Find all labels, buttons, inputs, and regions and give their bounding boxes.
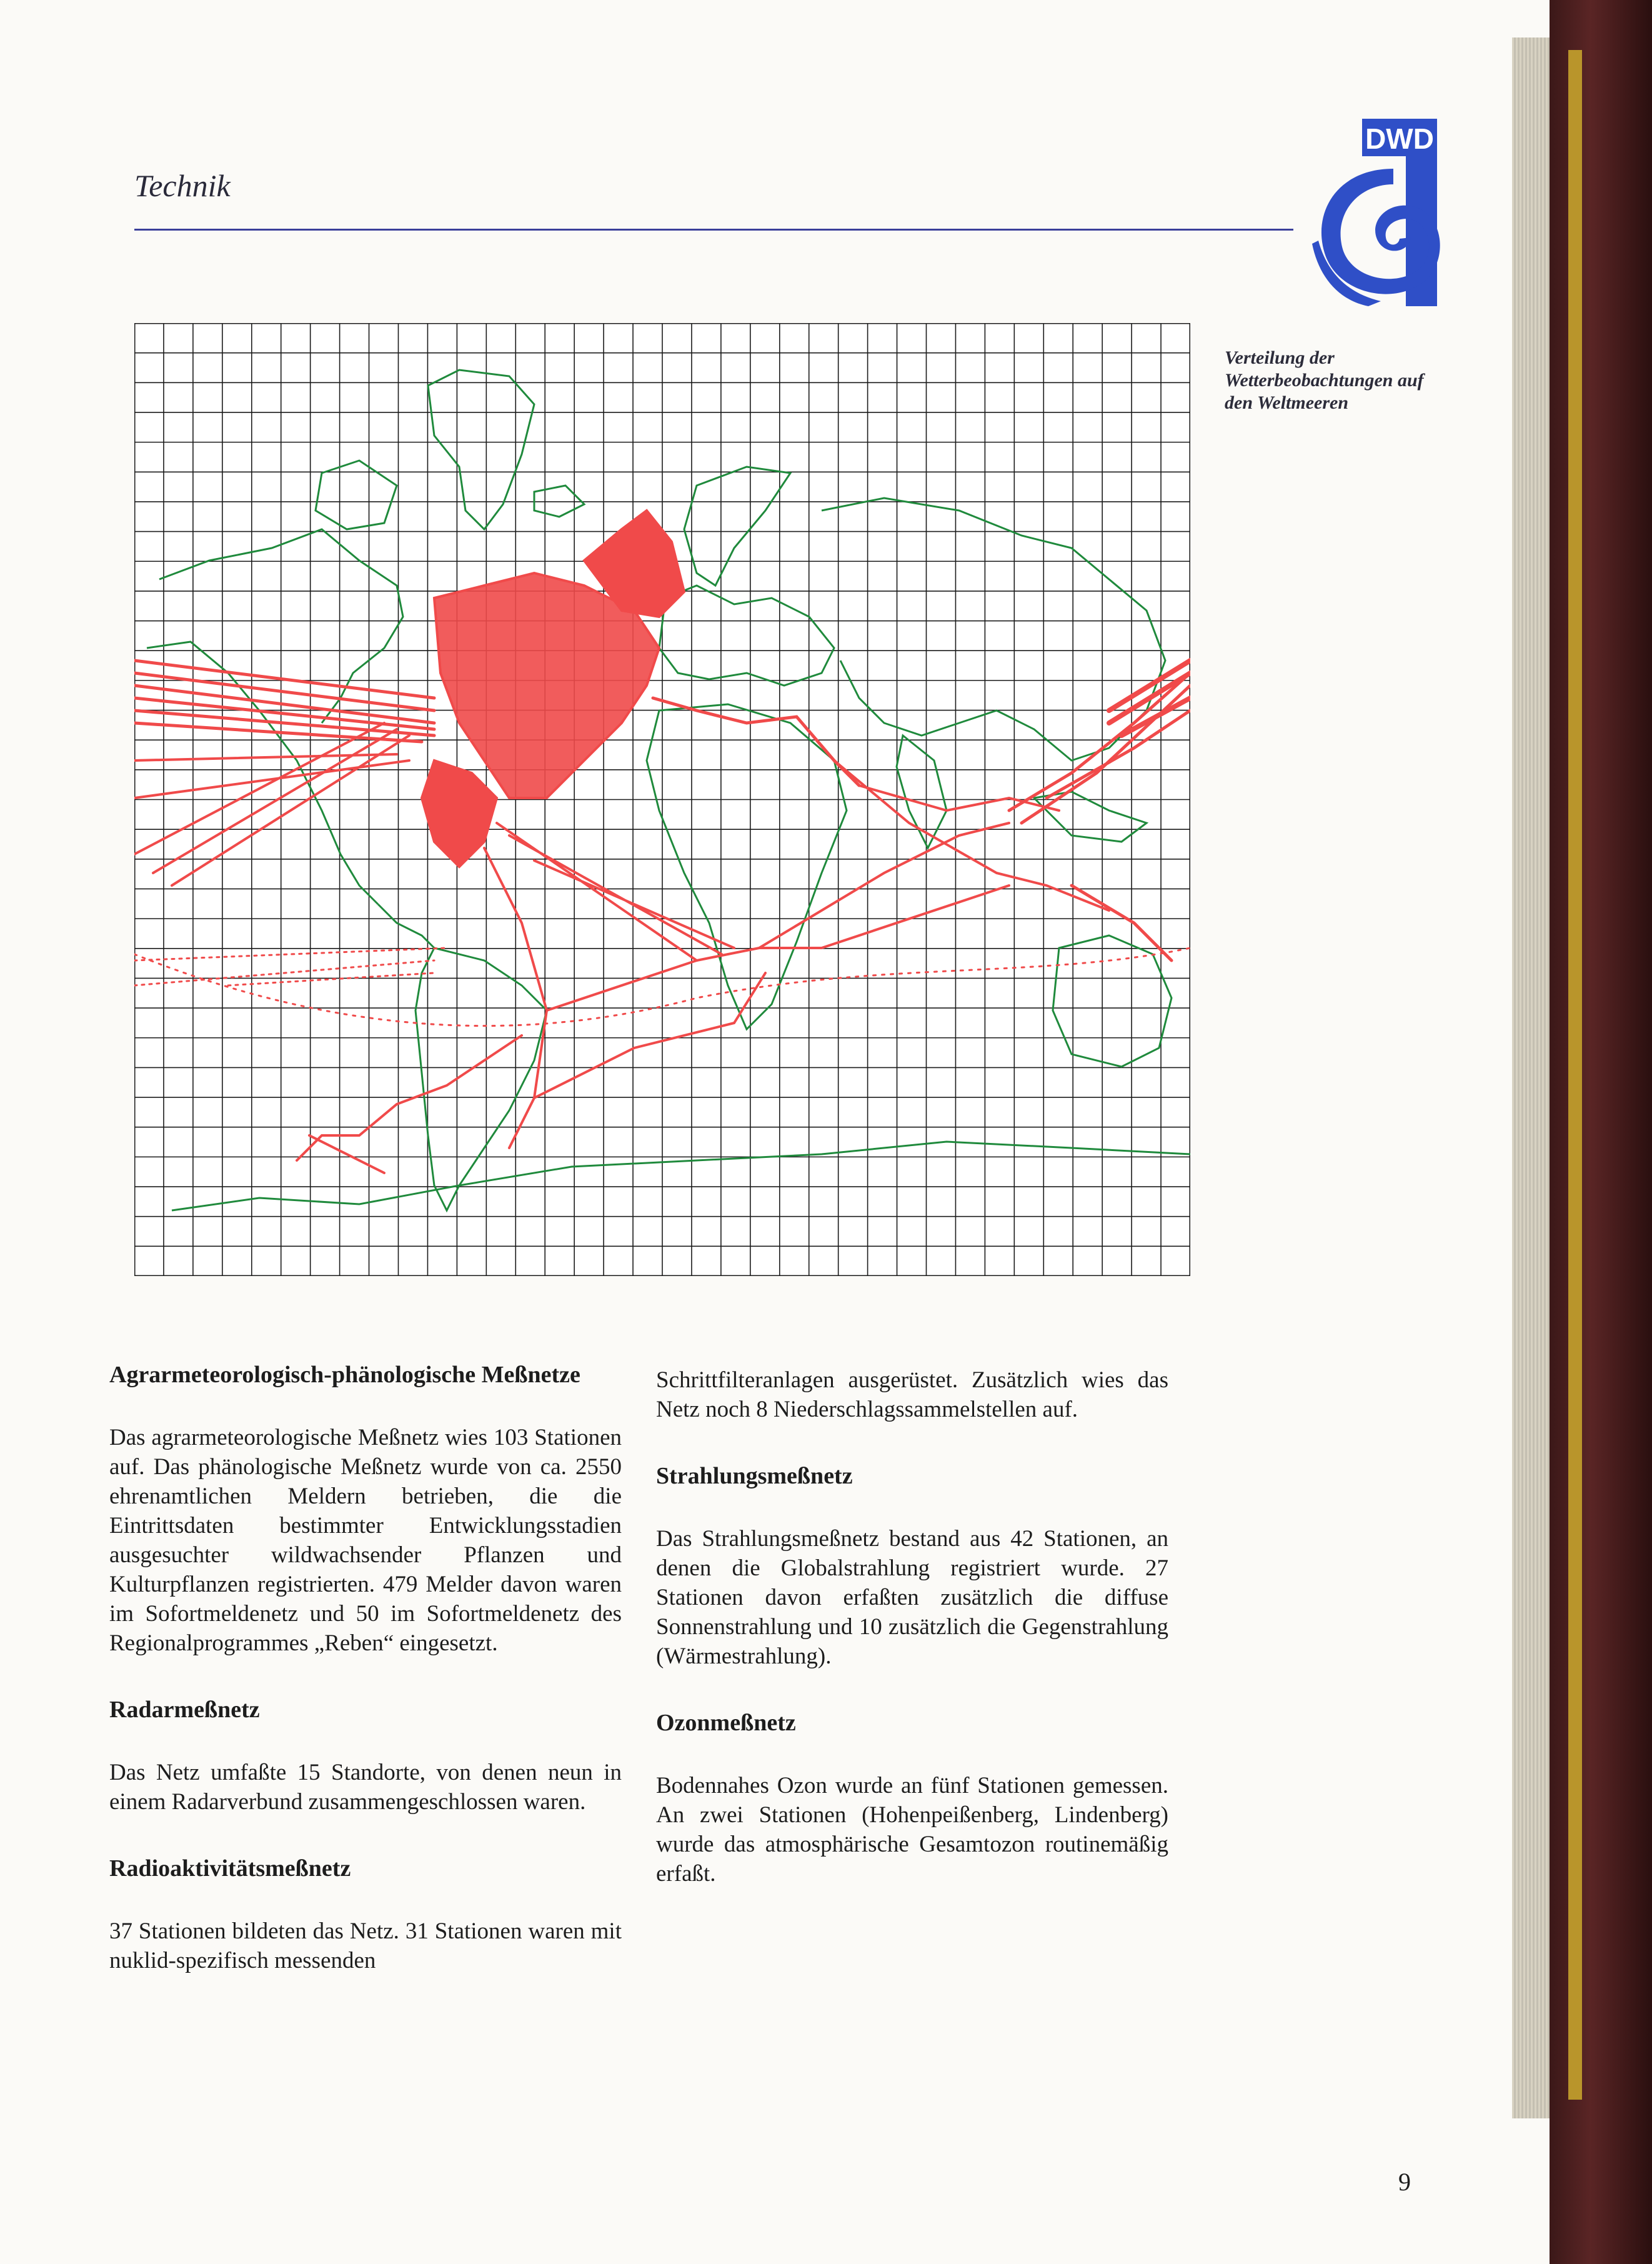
continuation-text: Schrittfilteranlagen ausgerüstet. Zusätzlich wies das Netz noch 8 Niederschlagssammelstellen auf.	[656, 1367, 1168, 1422]
right-column	[656, 1365, 1168, 1888]
left-column	[109, 1359, 622, 1975]
header-rule	[134, 229, 1293, 231]
dwd-logo	[1300, 119, 1468, 312]
page-number: 9	[1398, 2168, 1411, 2196]
section-body: Das agrarmeteorologische Meßnetz wies 103 Stationen auf. Das phänologische Meßnetz wurde von ca. 2550 ehrenamtlichen Meldern betrieben, die die Eintrittsdaten bestimmter Entwicklungsstadien ausgesuchter wildwachsender Pflanzen und Kulturpflanzen registrierten. 479 Melder davon waren im Sofortmeldenetz und 50 im Sofortmeldenetz des Regionalprogrammes „Reben“ eingesetzt.	[109, 1425, 622, 1656]
section-heading: Radioaktivitätsmeßnetz	[109, 1855, 351, 1882]
section-body: Das Netz umfaßte 15 Standorte, von denen neun in einem Radarverbund zusammengeschlossen waren.	[109, 1760, 622, 1815]
book-cover	[1550, 0, 1652, 2264]
section-heading: Ozonmeßnetz	[656, 1710, 796, 1736]
section-heading: Agrarmeteorologisch-phänologische Meßnetze	[109, 1362, 580, 1388]
section-heading: Radarmeßnetz	[109, 1697, 260, 1723]
logo-text: DWD	[1365, 122, 1434, 155]
figure-caption: Verteilung der Wetterbeobachtungen auf den Weltmeeren	[1225, 347, 1424, 413]
running-title: Technik	[134, 168, 231, 203]
section-heading: Strahlungsmeßnetz	[656, 1463, 853, 1489]
section-body: Das Strahlungsmeßnetz bestand aus 42 Stationen, an denen die Globalstrahlung registriert wurde. 27 Stationen davon erfaßten zusätzlich die diffuse Sonnenstrahlung und 10 zusätzlich die Gegenstrahlung (Wärmestrahlung).	[656, 1526, 1168, 1669]
observation-map	[134, 323, 1190, 1276]
gilt-edge	[1568, 50, 1582, 2100]
section-body: Bodennahes Ozon wurde an fünf Stationen gemessen. An zwei Stationen (Hohenpeißenberg, Lindenberg) wurde das atmosphärische Gesamtozon routinemäßig erfaßt.	[656, 1773, 1168, 1887]
section-body: 37 Stationen bildeten das Netz. 31 Stationen waren mit nuklid-spezifisch messenden	[109, 1918, 622, 1973]
